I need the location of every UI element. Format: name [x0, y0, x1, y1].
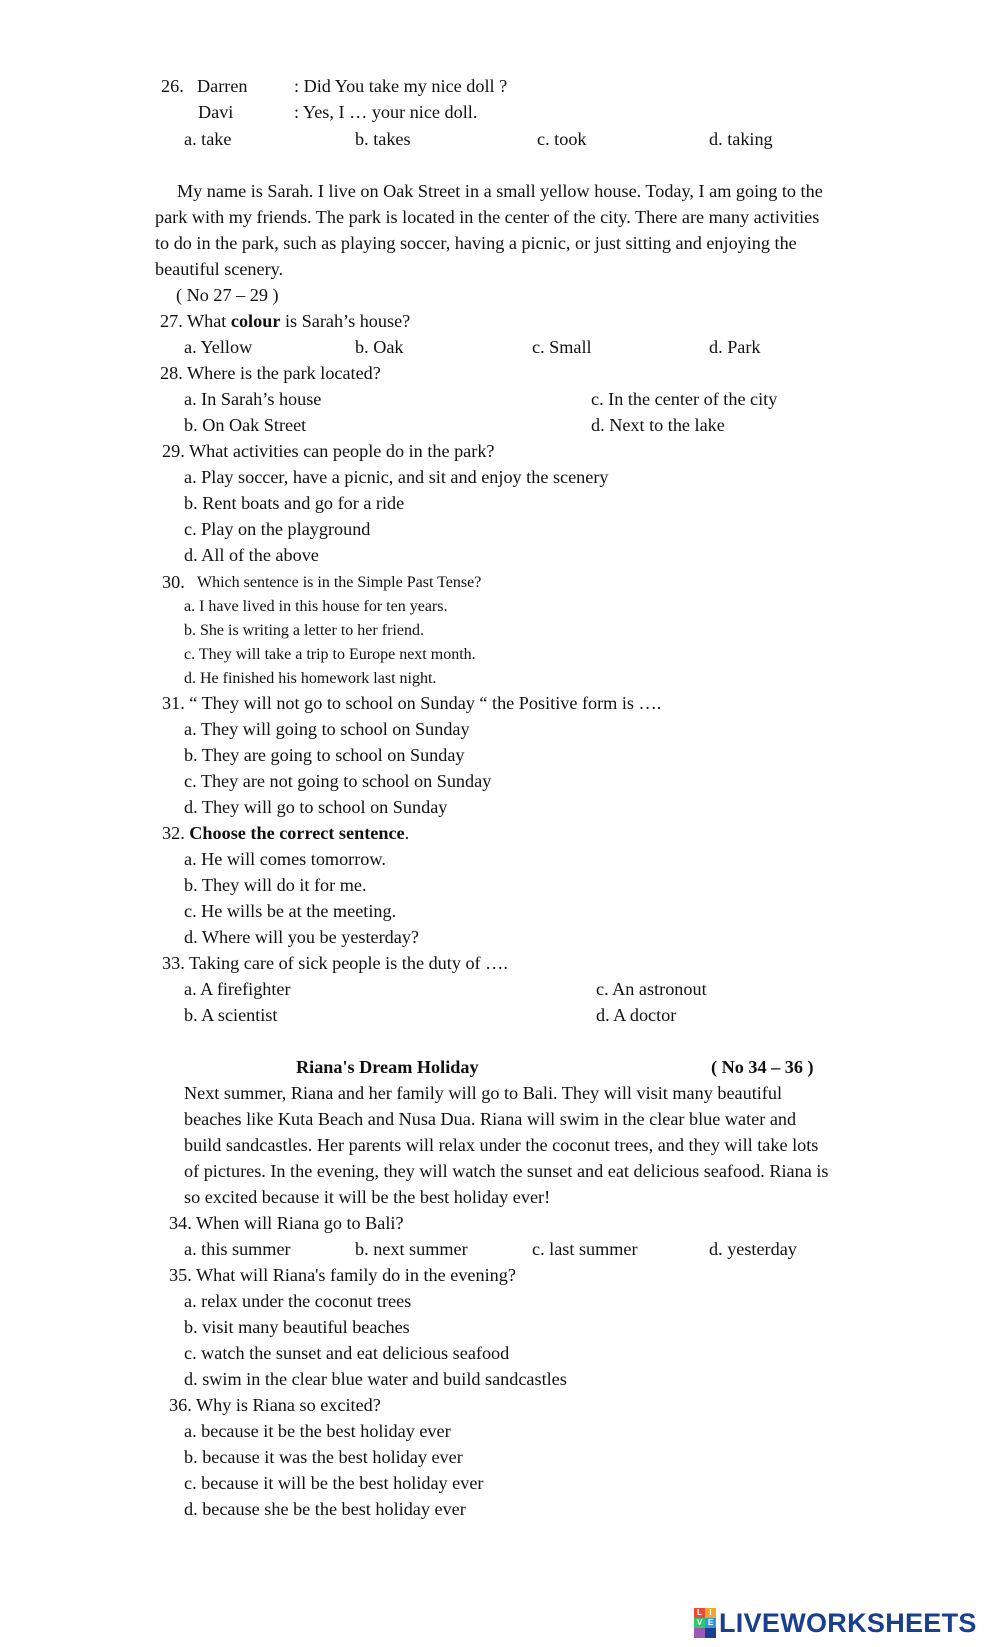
q29-option-a[interactable]: a. Play soccer, have a picnic, and sit and enjoy the scenery	[184, 467, 609, 487]
q32-suffix: .	[404, 823, 410, 843]
logo-cell	[694, 1628, 705, 1638]
logo-cell	[705, 1628, 716, 1638]
passage1-line: My name is Sarah. I live on Oak Street in a small yellow house. Today, I am going to the	[177, 181, 823, 201]
q34-option-b[interactable]: b. next summer	[355, 1239, 468, 1259]
passage2-line: beaches like Kuta Beach and Nusa Dua. Riana will swim in the clear blue water and	[184, 1109, 797, 1129]
q31-option-d[interactable]: d. They will go to school on Sunday	[184, 797, 448, 817]
q27-suffix: is Sarah’s house?	[280, 311, 411, 331]
q32-option-b[interactable]: b. They will do it for me.	[184, 875, 367, 895]
q35-option-b[interactable]: b. visit many beautiful beaches	[184, 1317, 410, 1337]
q34-option-a[interactable]: a. this summer	[184, 1239, 291, 1259]
q35-option-c[interactable]: c. watch the sunset and eat delicious seafood	[184, 1343, 510, 1363]
logo-cell: L	[694, 1608, 705, 1618]
q31-question: 31. “ They will not go to school on Sunday “ the Positive form is ….	[162, 693, 662, 713]
q34-option-d[interactable]: d. yesterday	[709, 1239, 797, 1259]
q27-option-a[interactable]: a. Yellow	[184, 337, 253, 357]
q26-option-c[interactable]: c. took	[537, 129, 587, 149]
q26-line-2: : Yes, I … your nice doll.	[294, 102, 478, 122]
passage2-line: Next summer, Riana and her family will go to Bali. They will visit many beautiful	[184, 1083, 783, 1103]
q31-option-b[interactable]: b. They are going to school on Sunday	[184, 745, 465, 765]
q27-question	[160, 310, 410, 332]
passage1-line: park with my friends. The park is located in the center of the city. There are many activities	[155, 207, 820, 227]
q28-option-a[interactable]: a. In Sarah’s house	[184, 389, 322, 409]
q33-question: 33. Taking care of sick people is the duty of ….	[162, 953, 508, 973]
q26-option-a[interactable]: a. take	[184, 129, 232, 149]
passage2-range: ( No 34 – 36 )	[711, 1057, 814, 1077]
q36-option-a[interactable]: a. because it be the best holiday ever	[184, 1421, 451, 1441]
q27-option-c[interactable]: c. Small	[532, 337, 592, 357]
logo-mark-icon	[694, 1608, 716, 1638]
logo-cell: E	[705, 1618, 716, 1628]
q27-option-d[interactable]: d. Park	[709, 337, 761, 357]
q28-option-c[interactable]: c. In the center of the city	[591, 389, 778, 409]
q30-question: Which sentence is in the Simple Past Tense?	[197, 574, 482, 591]
q34-option-c[interactable]: c. last summer	[532, 1239, 638, 1259]
liveworksheets-logo	[694, 1606, 977, 1640]
q35-question: 35. What will Riana's family do in the evening?	[169, 1265, 516, 1285]
q33-option-d[interactable]: d. A doctor	[596, 1005, 677, 1025]
q26-speaker-2: Davi	[198, 102, 234, 122]
logo-cell: V	[694, 1618, 705, 1628]
q35-option-d[interactable]: d. swim in the clear blue water and build sandcastles	[184, 1369, 567, 1389]
passage2-line: build sandcastles. Her parents will relax under the coconut trees, and they will take lots	[184, 1135, 819, 1155]
logo-cell: I	[705, 1608, 716, 1618]
q32-bold-text: Choose the correct sentence	[189, 823, 405, 843]
q36-question: 36. Why is Riana so excited?	[169, 1395, 381, 1415]
q33-option-c[interactable]: c. An astronout	[596, 979, 707, 999]
q30-option-d[interactable]: d. He finished his homework last night.	[184, 670, 437, 687]
q33-option-a[interactable]: a. A firefighter	[184, 979, 291, 999]
q26-option-b[interactable]: b. takes	[355, 129, 411, 149]
logo-text: LIVEWORKSHEETS	[719, 1607, 977, 1638]
q33-option-b[interactable]: b. A scientist	[184, 1005, 278, 1025]
q30-option-a[interactable]: a. I have lived in this house for ten years.	[184, 598, 448, 615]
q36-option-c[interactable]: c. because it will be the best holiday ever	[184, 1473, 484, 1493]
q29-question: 29. What activities can people do in the park?	[162, 441, 495, 461]
passage1-line: beautiful scenery.	[155, 259, 284, 279]
passage2-line: so excited because it will be the best holiday ever!	[184, 1187, 551, 1207]
q29-option-c[interactable]: c. Play on the playground	[184, 519, 371, 539]
q32-question	[162, 822, 409, 844]
q32-option-a[interactable]: a. He will comes tomorrow.	[184, 849, 386, 869]
q36-option-b[interactable]: b. because it was the best holiday ever	[184, 1447, 463, 1467]
q29-option-d[interactable]: d. All of the above	[184, 545, 319, 565]
q34-question: 34. When will Riana go to Bali?	[169, 1213, 404, 1233]
q32-number: 32.	[162, 823, 190, 843]
q29-option-b[interactable]: b. Rent boats and go for a ride	[184, 493, 405, 513]
q35-option-a[interactable]: a. relax under the coconut trees	[184, 1291, 412, 1311]
q30-option-c[interactable]: c. They will take a trip to Europe next month.	[184, 646, 476, 663]
q26-line-1: : Did You take my nice doll ?	[294, 76, 508, 96]
passage2-line: of pictures. In the evening, they will watch the sunset and eat delicious seafood. Riana is	[184, 1161, 829, 1181]
q28-option-b[interactable]: b. On Oak Street	[184, 415, 307, 435]
q26-speaker-1: Darren	[197, 76, 248, 96]
passage1-range: ( No 27 – 29 )	[176, 285, 279, 305]
q36-option-d[interactable]: d. because she be the best holiday ever	[184, 1499, 466, 1519]
passage2-title: Riana's Dream Holiday	[296, 1057, 479, 1077]
q32-option-d[interactable]: d. Where will you be yesterday?	[184, 927, 420, 947]
q26-option-d[interactable]: d. taking	[709, 129, 773, 149]
q27-option-b[interactable]: b. Oak	[355, 337, 404, 357]
q27-prefix: 27. What	[160, 311, 231, 331]
passage1-line: to do in the park, such as playing soccer, having a picnic, or just sitting and enjoying the	[155, 233, 797, 253]
q30-option-b[interactable]: b. She is writing a letter to her friend.	[184, 622, 424, 639]
q27-bold-word: colour	[230, 311, 281, 331]
q31-option-a[interactable]: a. They will going to school on Sunday	[184, 719, 470, 739]
q31-option-c[interactable]: c. They are not going to school on Sunday	[184, 771, 492, 791]
q28-question: 28. Where is the park located?	[160, 363, 381, 383]
q30-number: 30.	[162, 572, 185, 592]
q26-number: 26.	[161, 76, 184, 96]
q28-option-d[interactable]: d. Next to the lake	[591, 415, 725, 435]
q32-option-c[interactable]: c. He wills be at the meeting.	[184, 901, 397, 921]
